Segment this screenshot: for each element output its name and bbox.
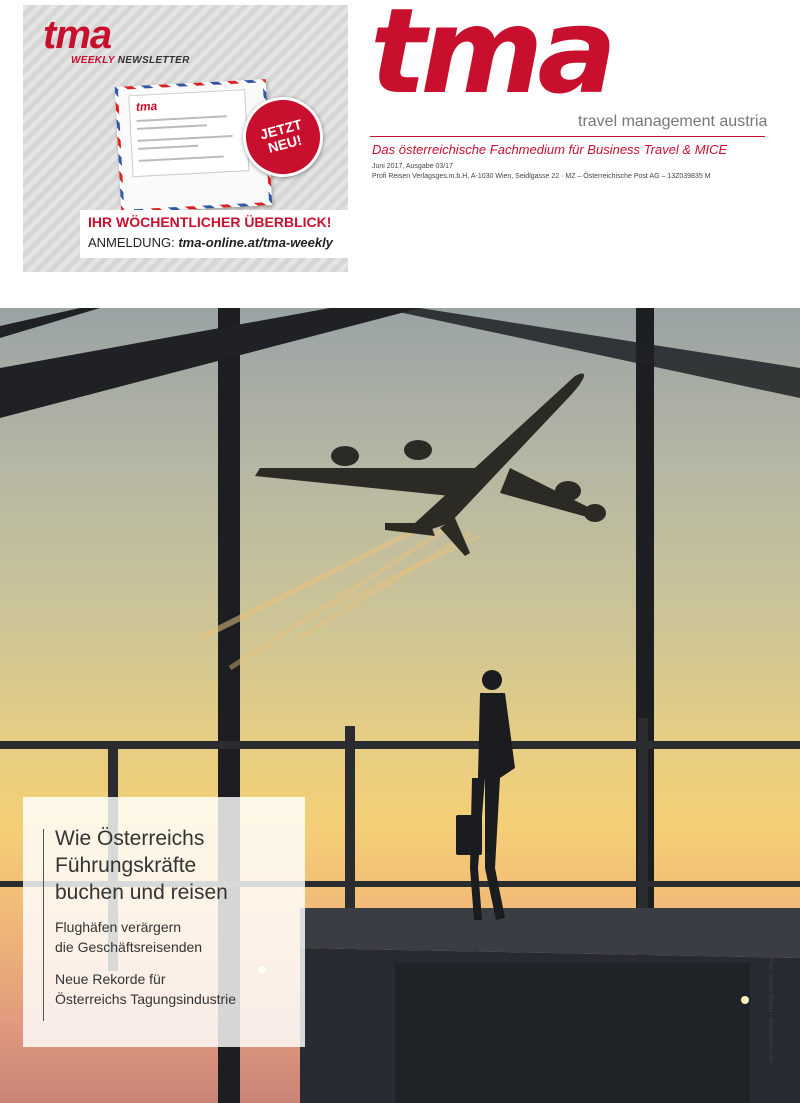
ad-signup xyxy=(88,235,333,250)
preview-line xyxy=(138,135,233,142)
window-frame xyxy=(0,308,420,418)
ad-signup-label: ANMELDUNG: xyxy=(88,235,175,250)
railing xyxy=(0,741,800,749)
newsletter-preview xyxy=(128,89,249,177)
publisher-info: Profi Reisen Verlagsges.m.b.H, A-1030 Wien, Seidlgasse 22 · MZ – Österreichische Post AG – 13Z039835 M xyxy=(372,173,711,180)
headline-bar xyxy=(43,829,44,1021)
stamp-text: JETZT NEU! xyxy=(258,116,304,156)
ad-logo: tma xyxy=(43,13,112,57)
masthead-divider xyxy=(370,136,765,137)
preview-logo: tma xyxy=(135,98,158,114)
issue-info: Juni 2017, Ausgabe 03/17 xyxy=(372,163,453,170)
window-frame xyxy=(380,308,800,398)
walkway-block xyxy=(395,963,750,1103)
newsletter-ad[interactable] xyxy=(23,5,348,272)
preview-line xyxy=(139,155,224,161)
ad-sub-newsletter: NEWSLETTER xyxy=(117,55,190,66)
contrail xyxy=(230,523,455,668)
masthead-subtitle: Das österreichische Fachmedium für Business Travel & MICE xyxy=(372,142,728,157)
preview-line xyxy=(138,145,198,150)
photo-credit: Foto: Sergey Nivens / shutterstock.com xyxy=(767,958,773,1063)
masthead-logo: tma xyxy=(370,0,611,120)
preview-line xyxy=(137,115,227,122)
ad-subtitle xyxy=(71,55,190,66)
ad-banner xyxy=(80,210,348,258)
cover-headline: Wie Österreichs Führungskräfte buchen und reisen xyxy=(55,827,228,904)
ad-headline: IHR WÖCHENTLICHER ÜBERBLICK! xyxy=(88,214,332,230)
window-frame xyxy=(0,308,100,338)
ad-signup-link[interactable]: tma-online.at/tma-weekly xyxy=(178,235,333,250)
preview-line xyxy=(137,124,207,130)
ad-sub-weekly: WEEKLY xyxy=(71,55,115,66)
light xyxy=(741,996,749,1004)
airplane-silhouette xyxy=(255,373,606,556)
cover-story-1: Flughäfen verärgern die Geschäftsreisenden xyxy=(55,919,203,955)
cover-story-2: Neue Rekorde für Österreichs Tagungsindustrie xyxy=(55,971,237,1007)
cover-headline-box[interactable] xyxy=(23,797,305,1047)
masthead-tagline: travel management austria xyxy=(578,113,768,130)
